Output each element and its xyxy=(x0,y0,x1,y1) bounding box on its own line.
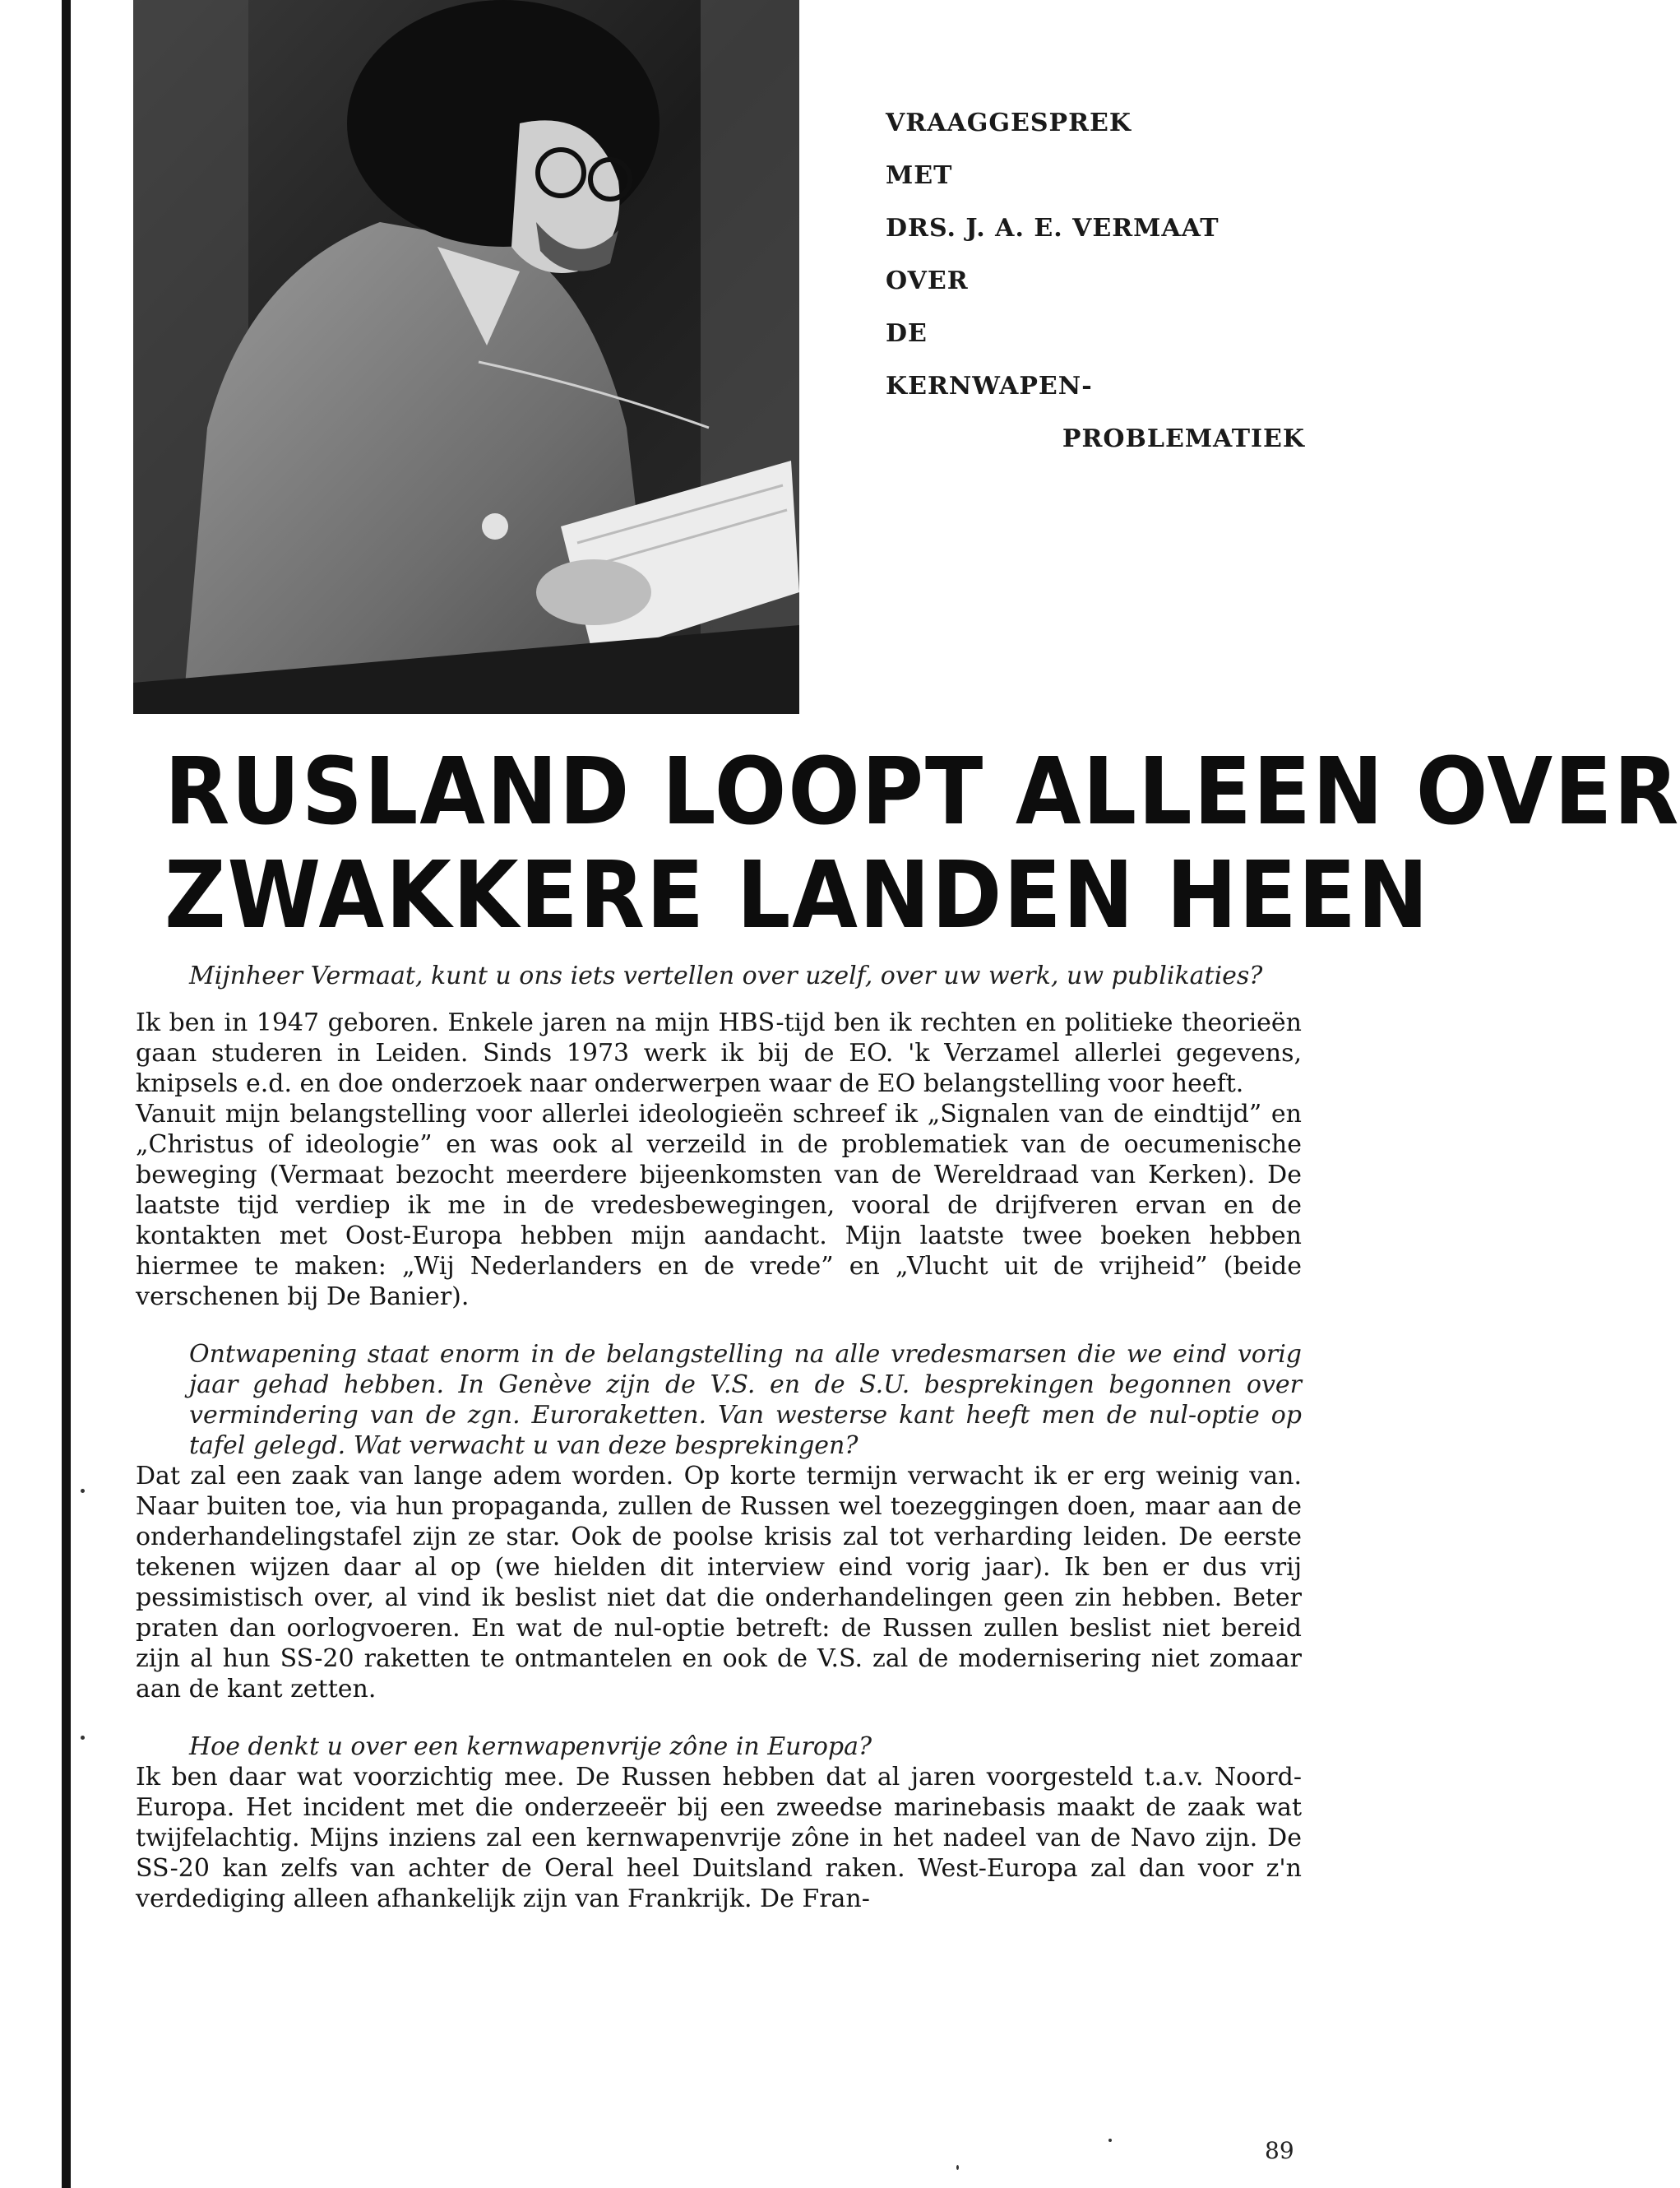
answer-1-paragraph-2: Vanuit mijn belangstelling voor allerlei ideologieën schreef ik „Signalen van de eindtijd” en „Christus of ideologie” en was ook al verzeild in de problematiek van de oecumenische beweging (Vermaat bezocht meerdere bijeenkomsten van de Wereldraad van Kerken). De laatste tijd verdiep ik me in de vredesbewegingen, vooral de drijfveren ervan en de kontakten met Oost-Europa hebben mijn aandacht. Mijn laatste twee boeken hebben hiermee te maken: „Wij Nederlanders en de vrede” en „Vlucht uit de vrijheid” (beide verschenen bij De Banier). xyxy=(136,1100,1302,1311)
article-body xyxy=(136,961,1302,1914)
subtitle-line: DE xyxy=(886,319,928,348)
binding-edge xyxy=(62,0,71,2188)
question-3: Hoe denkt u over een kernwapenvrije zône in Europa? xyxy=(189,1732,872,1761)
subtitle-line: MET xyxy=(886,161,953,190)
subtitle-line: PROBLEMATIEK xyxy=(1062,424,1305,453)
answer-3: Ik ben daar wat voorzichtig mee. De Russen hebben dat al jaren voorgesteld t.a.v. Noord-Europa. Het incident met die onderzeeër bij een zweedse marinebasis maakt de zaak wat twijfelachtig. Mijns inziens zal een kernwapenvrije zône in het nadeel van de Navo zijn. De SS-20 kan zelfs van achter de Oeral heel Duitsland raken. West-Europa zal dan voor z'n verdediging alleen afhankelijk zijn van Frankrijk. De Fran- xyxy=(136,1763,1302,1913)
page-number: 89 xyxy=(1265,2137,1294,2164)
subtitle-line: KERNWAPEN- xyxy=(886,372,1093,401)
print-speck xyxy=(1108,2139,1112,2142)
interview-subtitle xyxy=(886,97,1313,466)
subtitle-line: VRAAGGESPREK xyxy=(886,109,1132,137)
print-speck xyxy=(81,1489,85,1493)
subtitle-line: DRS. J. A. E. VERMAAT xyxy=(886,214,1220,243)
headline-line-2: ZWAKKERE LANDEN HEEN xyxy=(164,842,1430,949)
subtitle-line: OVER xyxy=(886,267,969,295)
article-headline xyxy=(164,739,1680,949)
question-1: Mijnheer Vermaat, kunt u ons iets vertellen over uzelf, over uw werk, uw publikaties? xyxy=(189,962,1263,990)
answer-1-paragraph-1: Ik ben in 1947 geboren. Enkele jaren na mijn HBS-tijd ben ik rechten en politieke theorieën gaan studeren in Leiden. Sinds 1973 werk ik bij de EO. 'k Verzamel allerlei gegevens, knipsels e.d. en doe onderzoek naar onderwerpen waar de EO belangstelling voor heeft. xyxy=(136,1008,1302,1098)
headline-line-1: RUSLAND LOOPT ALLEEN OVER xyxy=(164,739,1680,846)
print-speck xyxy=(81,1736,85,1740)
answer-2: Dat zal een zaak van lange adem worden. Op korte termijn verwacht ik er erg weinig van. Naar buiten toe, via hun propaganda, zullen de Russen wel toezeggingen doen, maar aan de onderhandelingstafel zijn ze star. Ook de poolse krisis zal tot verharding leiden. De eerste tekenen wijzen daar al op (we hielden dit interview eind vorig jaar). Ik ben er dus vrij pessimistisch over, al vind ik beslist niet dat die onderhandelingen geen zin hebben. Beter praten dan oorlogvoeren. En wat de nul-optie betreft: de Russen zullen beslist niet bereid zijn al hun SS-20 raketten te ontmantelen en ook de V.S. zal de modernisering niet zomaar aan de kant zetten. xyxy=(136,1462,1302,1704)
question-2: Ontwapening staat enorm in de belangstelling na alle vredesmarsen die we eind vorig jaar gehad hebben. In Genève zijn de V.S. en de S.U. besprekingen begonnen over vermindering van de zgn. Euroraketten. Van westerse kant heeft men de nul-optie op tafel gelegd. Wat verwacht u van deze besprekingen? xyxy=(189,1340,1302,1460)
portrait-photo xyxy=(133,0,799,714)
print-speck xyxy=(956,2165,959,2170)
